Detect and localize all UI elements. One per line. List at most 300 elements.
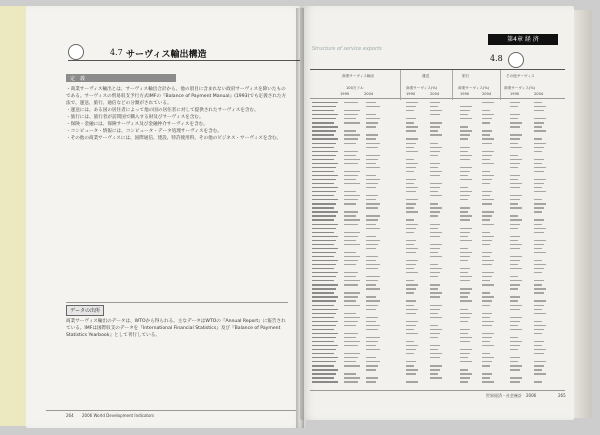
table-row-texture [430, 155, 438, 156]
table-row-texture [482, 171, 490, 172]
table-row-texture [406, 171, 414, 172]
table-row-texture [366, 167, 380, 168]
table-row-texture [482, 134, 490, 135]
table-row-texture [406, 345, 418, 346]
table-row-texture [344, 122, 360, 123]
table-row-texture [406, 179, 416, 180]
table-row-texture [312, 276, 336, 277]
table-row-texture [510, 381, 520, 382]
table-row-texture [482, 143, 492, 144]
table-row-texture [366, 240, 380, 241]
table-row-texture [312, 236, 338, 237]
table-row-texture [482, 130, 492, 131]
table-row-texture [312, 244, 334, 245]
table-row-texture [460, 130, 472, 131]
table-row-texture [344, 321, 358, 322]
table-row-texture [430, 317, 442, 318]
table-row-texture [510, 138, 520, 139]
table-row-texture [534, 345, 542, 346]
table-row-texture [366, 143, 380, 144]
table-row-texture [430, 349, 438, 350]
table-row-texture [460, 179, 472, 180]
table-row-texture [312, 232, 334, 233]
table-row-texture [406, 369, 418, 370]
table-row-texture [344, 357, 358, 358]
table-row-texture [460, 296, 468, 297]
table-row-texture [366, 179, 380, 180]
table-row-texture [312, 377, 334, 378]
table-row-texture [366, 381, 376, 382]
table-row-texture [406, 305, 414, 306]
book-spine [296, 8, 304, 428]
table-row-texture [406, 240, 416, 241]
table-row-texture [534, 159, 544, 160]
table-row-texture [510, 296, 520, 297]
table-row-texture [312, 325, 336, 326]
table-row-texture [482, 272, 494, 273]
table-row-texture [344, 296, 358, 297]
table-row-texture [312, 183, 334, 184]
table-row-texture [482, 219, 490, 220]
table-row-texture [460, 361, 472, 362]
table-row-texture [406, 232, 414, 233]
table-row-texture [312, 317, 334, 318]
table-row-texture [510, 126, 520, 127]
table-row-texture [312, 280, 334, 281]
table-row-texture [430, 357, 440, 358]
table-row-texture [534, 183, 544, 184]
table-row-texture [366, 175, 376, 176]
table-row-texture [344, 264, 356, 265]
table-row-texture [344, 252, 356, 253]
table-row-texture [406, 280, 414, 281]
table-row-texture [460, 276, 472, 277]
table-row-texture [482, 102, 494, 103]
table-row-texture [366, 203, 380, 204]
table-row-texture [534, 300, 546, 301]
table-row-texture [430, 171, 442, 172]
table-row-texture [406, 349, 416, 350]
table-row-texture [312, 163, 338, 164]
table-row-texture [312, 353, 334, 354]
table-row-texture [510, 309, 520, 310]
table-row-texture [510, 134, 522, 135]
table-row-texture [344, 130, 356, 131]
table-row-texture [344, 232, 360, 233]
table-row-texture [460, 373, 472, 374]
table-row-texture [406, 143, 416, 144]
table-row-texture [534, 272, 542, 273]
table-row-texture [534, 313, 546, 314]
table-row-texture [406, 300, 416, 301]
table-row-texture [534, 126, 542, 127]
table-row-texture [460, 317, 470, 318]
table-row-texture [460, 252, 472, 253]
table-row-texture [406, 260, 418, 261]
table-row-texture [460, 167, 472, 168]
table-row-texture [534, 102, 542, 103]
table-row-texture [312, 211, 338, 212]
table-row-texture [482, 114, 494, 115]
table-row-texture [460, 256, 470, 257]
table-row-texture [534, 228, 546, 229]
page-number-left: 264 [66, 413, 74, 418]
table-row-texture [482, 373, 492, 374]
table-row-texture [344, 236, 358, 237]
table-row-texture [366, 236, 376, 237]
table-row-texture [460, 219, 470, 220]
table-row-texture [460, 260, 468, 261]
table-row-texture [534, 280, 544, 281]
table-row-texture [406, 167, 416, 168]
table-row-texture [406, 191, 416, 192]
table-row-texture [406, 126, 418, 127]
table-row-texture [430, 309, 440, 310]
table-row-texture [482, 252, 492, 253]
table-row-texture [312, 134, 334, 135]
table-row-texture [312, 179, 336, 180]
faded-english-title: Structure of service exports [312, 46, 382, 52]
table-row-texture [460, 114, 468, 115]
table-row-texture [510, 341, 522, 342]
table-row-texture [460, 138, 468, 139]
table-row-texture [344, 373, 356, 374]
table-row-texture [534, 187, 542, 188]
table-row-texture [482, 155, 492, 156]
table-row-texture [312, 147, 334, 148]
table-row-texture [366, 288, 380, 289]
table-header-rule [310, 98, 565, 99]
table-row-texture [430, 114, 440, 115]
table-row-texture [366, 300, 380, 301]
table-row-texture [510, 276, 518, 277]
table-row-texture [366, 309, 376, 310]
table-row-texture [312, 248, 338, 249]
table-row-texture [430, 110, 442, 111]
year-header: 1990 [406, 92, 416, 96]
table-row-texture [344, 381, 358, 382]
table-row-texture [312, 264, 336, 265]
table-row-texture [534, 106, 546, 107]
table-row-texture [430, 288, 438, 289]
table-row-texture [534, 171, 544, 172]
section-circle-icon [68, 44, 84, 60]
col-header-transport: 運送 [422, 74, 430, 78]
table-row-texture [366, 349, 380, 350]
table-row-texture [534, 264, 546, 265]
table-row-texture [482, 215, 492, 216]
table-row-texture [430, 143, 438, 144]
table-row-texture [366, 106, 380, 107]
table-row-texture [482, 321, 494, 322]
table-row-texture [534, 260, 542, 261]
table-row-texture [312, 155, 336, 156]
table-row-texture [344, 102, 358, 103]
table-row-texture [510, 361, 518, 362]
table-row-texture [534, 373, 546, 374]
table-row-texture [344, 256, 360, 257]
table-row-texture [534, 361, 546, 362]
table-row-texture [510, 183, 522, 184]
table-row-texture [312, 199, 338, 200]
table-row-texture [430, 369, 440, 370]
table-row-texture [312, 203, 336, 204]
table-row-texture [460, 329, 470, 330]
table-row-texture [430, 126, 440, 127]
table-row-texture [366, 325, 380, 326]
table-row-texture [430, 268, 442, 269]
table-row-texture [534, 118, 546, 119]
table-row-texture [534, 143, 546, 144]
table-row-texture [482, 163, 494, 164]
table-row-texture [344, 155, 356, 156]
table-row-texture [430, 134, 442, 135]
table-row-texture [366, 361, 380, 362]
table-row-texture [510, 300, 518, 301]
table-row-texture [510, 179, 518, 180]
table-row-texture [406, 110, 414, 111]
table-row-texture [312, 228, 336, 229]
table-row-texture [534, 151, 542, 152]
table-row-texture [344, 313, 356, 314]
table-row-texture [430, 377, 442, 378]
table-row-texture [430, 244, 442, 245]
table-row-texture [430, 163, 440, 164]
table-row-texture [344, 215, 356, 216]
table-row-texture [406, 228, 416, 229]
table-row-texture [510, 219, 522, 220]
table-row-texture [312, 138, 338, 139]
table-row-texture [366, 187, 376, 188]
table-row-texture [366, 102, 376, 103]
footer-title-right: 世界経済・社会統計 2006 [486, 393, 537, 398]
table-row-texture [366, 155, 380, 156]
table-row-texture [312, 215, 336, 216]
table-row-texture [366, 138, 376, 139]
table-row-texture [534, 191, 546, 192]
table-row-texture [460, 195, 470, 196]
table-row-texture [460, 272, 468, 273]
table-row-texture [406, 219, 414, 220]
table-row-texture [344, 333, 358, 334]
table-row-texture [344, 284, 358, 285]
table-row-texture [430, 228, 438, 229]
table-row-texture [510, 106, 518, 107]
table-row-texture [312, 171, 334, 172]
table-row-texture [534, 219, 544, 220]
table-row-texture [482, 199, 494, 200]
table-row-texture [366, 369, 376, 370]
table-row-texture [460, 353, 470, 354]
year-header: 2004 [482, 92, 492, 96]
table-row-texture [460, 232, 470, 233]
left-page [26, 6, 308, 428]
table-row-texture [312, 272, 338, 273]
table-row-texture [482, 240, 492, 241]
table-row-texture [366, 114, 376, 115]
table-row-texture [406, 381, 418, 382]
table-row-texture [482, 365, 490, 366]
table-row-texture [366, 284, 376, 285]
table-row-texture [406, 147, 414, 148]
table-row-texture [406, 292, 414, 293]
table-row-texture [344, 134, 360, 135]
table-row-texture [510, 264, 518, 265]
table-row-texture [482, 110, 490, 111]
table-row-texture [406, 163, 418, 164]
table-row-texture [430, 102, 440, 103]
table-row-texture [312, 296, 338, 297]
table-row-texture [482, 333, 494, 334]
table-row-texture [344, 341, 360, 342]
table-row-texture [406, 207, 414, 208]
table-row-texture [460, 333, 468, 334]
table-row-texture [312, 224, 338, 225]
table-row-texture [366, 122, 378, 123]
table-row-texture [406, 309, 418, 310]
table-row-texture [312, 151, 338, 152]
table-row-texture [312, 309, 338, 310]
table-row-texture [406, 138, 418, 139]
table-row-texture [366, 341, 378, 342]
table-row-texture [312, 365, 334, 366]
table-row-texture [344, 203, 356, 204]
table-row-texture [430, 325, 438, 326]
table-row-texture [510, 228, 518, 229]
table-row-texture [406, 102, 418, 103]
year-header: 2004 [534, 92, 544, 96]
table-row-texture [460, 369, 468, 370]
table-row-texture [344, 159, 360, 160]
table-row-texture [510, 280, 522, 281]
table-row-texture [510, 357, 520, 358]
table-row-texture [406, 373, 416, 374]
table-row-texture [482, 264, 492, 265]
table-row-texture [534, 110, 544, 111]
col-divider [452, 70, 453, 100]
table-row-texture [460, 106, 472, 107]
table-row-texture [534, 203, 546, 204]
table-row-texture [510, 256, 522, 257]
table-row-texture [510, 345, 520, 346]
table-row-texture [510, 248, 520, 249]
table-row-texture [460, 357, 468, 358]
table-row-texture [344, 151, 358, 152]
table-row-texture [482, 191, 492, 192]
table-row-texture [510, 349, 518, 350]
table-row-texture [366, 256, 378, 257]
table-row-texture [534, 381, 542, 382]
table-row-texture [460, 321, 468, 322]
table-row-texture [482, 159, 490, 160]
col-divider [500, 70, 501, 100]
table-row-texture [534, 248, 542, 249]
section-title: サーヴィス輸出構造 [126, 50, 207, 60]
table-row-texture [406, 199, 418, 200]
table-row-texture [430, 329, 442, 330]
table-row-texture [430, 292, 442, 293]
table-row-texture [344, 110, 360, 111]
table-row-texture [534, 240, 546, 241]
table-row-texture [460, 381, 468, 382]
section-number-right: 4.8 [490, 54, 503, 63]
table-row-texture [344, 183, 360, 184]
table-row-texture [366, 260, 376, 261]
table-row-texture [460, 313, 472, 314]
table-row-texture [366, 317, 378, 318]
table-row-texture [406, 183, 414, 184]
table-row-texture [430, 353, 442, 354]
table-row-texture [312, 240, 336, 241]
table-row-texture [344, 365, 360, 366]
table-row-texture [482, 224, 494, 225]
table-row-texture [510, 118, 518, 119]
section-circle-icon-right [508, 52, 524, 68]
table-row-texture [510, 377, 522, 378]
table-row-texture [344, 272, 358, 273]
table-row-texture [460, 155, 472, 156]
table-row-texture [406, 361, 416, 362]
table-row-texture [312, 143, 336, 144]
table-row-texture [534, 163, 542, 164]
table-row-texture [460, 228, 472, 229]
table-row-texture [510, 305, 522, 306]
table-row-texture [482, 256, 490, 257]
table-row-texture [344, 377, 360, 378]
title-rule [68, 60, 300, 61]
definition-item: ・運送には、ある国の居住者によって他の国の居住者に対して提供されたサーヴィスを含む。 [66, 108, 259, 113]
year-header: 1990 [460, 92, 470, 96]
table-row-texture [344, 143, 356, 144]
table-row-texture [534, 329, 544, 330]
table-row-texture [344, 345, 358, 346]
table-row-texture [344, 179, 356, 180]
table-row-texture [430, 236, 440, 237]
table-row-texture [366, 357, 376, 358]
table-row-texture [366, 329, 378, 330]
table-row-texture [430, 151, 440, 152]
col-header-commercial: 商業サーヴィス輸出 [342, 74, 375, 78]
table-row-texture [510, 195, 522, 196]
table-row-texture [510, 207, 522, 208]
table-row-texture [534, 268, 544, 269]
table-row-texture [534, 122, 544, 123]
table-row-texture [312, 126, 338, 127]
footer-rule [46, 410, 296, 411]
table-row-texture [534, 288, 546, 289]
table-row-texture [460, 199, 468, 200]
table-row-texture [312, 191, 336, 192]
col-header-travel: 旅行 [462, 74, 470, 78]
table-row-texture [366, 264, 380, 265]
table-row-texture [406, 203, 416, 204]
table-row-texture [460, 280, 470, 281]
table-row-texture [366, 305, 378, 306]
table-row-texture [406, 211, 418, 212]
table-row-texture [460, 159, 470, 160]
table-row-texture [312, 321, 338, 322]
table-row-texture [460, 207, 470, 208]
table-row-texture [482, 292, 490, 293]
definitions-text [66, 86, 288, 306]
table-row-texture [430, 264, 438, 265]
table-row-texture [366, 215, 380, 216]
table-row-texture [430, 183, 442, 184]
table-row-texture [482, 305, 490, 306]
table-row-texture [366, 134, 378, 135]
table-row-texture [460, 126, 468, 127]
table-row-texture [510, 329, 522, 330]
